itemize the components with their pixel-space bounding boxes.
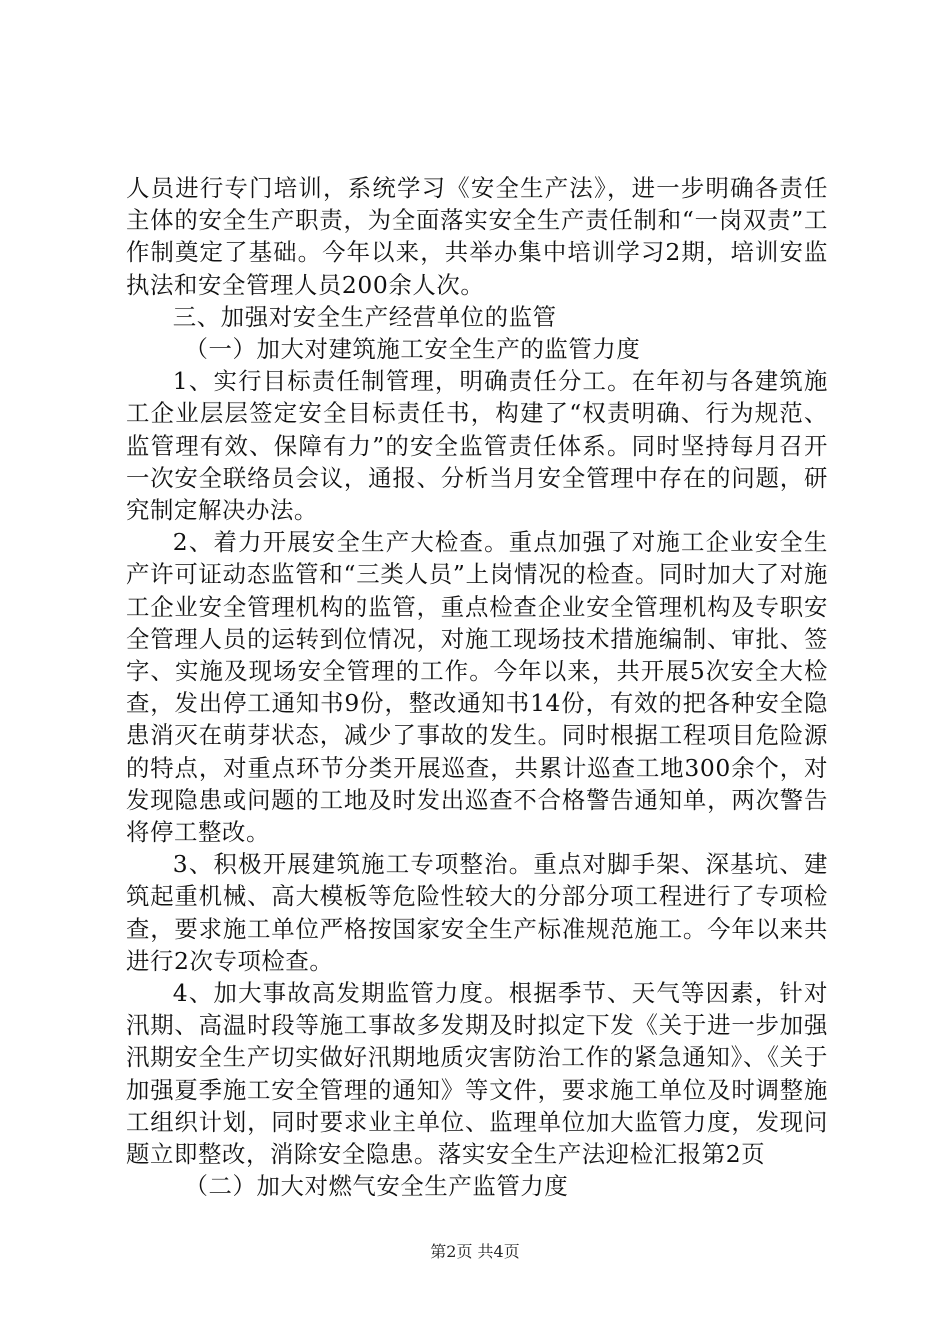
subsection-heading-2: （二）加大对燃气安全生产监管力度 xyxy=(184,1172,569,1201)
section-heading-3: 三、加强对安全生产经营单位的监管 xyxy=(172,302,557,331)
paragraph-training-continued: 人员进行专门培训，系统学习《安全生产法》，进一步明确各责任主体的安全生产职责，为全面落实安全生产责任制和“一岗双责”工作制奠定了基础。今年以来，共举办集中培训学习2期，培训安监执法和安全管理人员200余人次。 xyxy=(126,174,828,299)
subsection-heading-1: （一）加大对建筑施工安全生产的监管力度 xyxy=(184,335,641,364)
page-number-footer: 第2页 共4页 xyxy=(430,1242,520,1261)
paragraph-item-4: 4、加大事故高发期监管力度。根据季节、天气等因素，针对汛期、高温时段等施工事故多发期及时拟定下发《关于进一步加强汛期安全生产切实做好汛期地质灾害防治工作的紧急通知》、《关于加强夏季施工安全管理的通知》等文件，要求施工单位及时调整施工组织计划，同时要求业主单位、监理单位加大监管力度，发现问题立即整改，消除安全隐患。落实安全生产法迎检汇报第2页 xyxy=(126,979,828,1169)
paragraph-item-3: 3、积极开展建筑施工专项整治。重点对脚手架、深基坑、建筑起重机械、高大模板等危险性较大的分部分项工程进行了专项检查，要求施工单位严格按国家安全生产标准规范施工。今年以来共进行2次专项检查。 xyxy=(126,850,828,975)
paragraph-item-1: 1、实行目标责任制管理，明确责任分工。在年初与各建筑施工企业层层签定安全目标责任书，构建了“权责明确、行为规范、监管理有效、保障有力”的安全监管责任体系。同时坚持每月召开一次安全联络员会议，通报、分析当月安全管理中存在的问题，研究制定解决办法。 xyxy=(126,367,828,525)
paragraph-item-2: 2、着力开展安全生产大检查。重点加强了对施工企业安全生产许可证动态监管和“三类人员”上岗情况的检查。同时加大了对施工企业安全管理机构的监管，重点检查企业安全管理机构及专职安全管理人员的运转到位情况，对施工现场技术措施编制、审批、签字、实施及现场安全管理的工作。今年以来，共开展5次安全大检查，发出停工通知书9份，整改通知书14份，有效的把各种安全隐患消灭在萌芽状态，减少了事故的发生。同时根据工程项目危险源的特点，对重点环节分类开展巡查，共累计巡查工地300余个，对发现隐患或问题的工地及时发出巡查不合格警告通知单，两次警告将停工整改。 xyxy=(126,528,828,847)
document-body xyxy=(126,172,828,1203)
